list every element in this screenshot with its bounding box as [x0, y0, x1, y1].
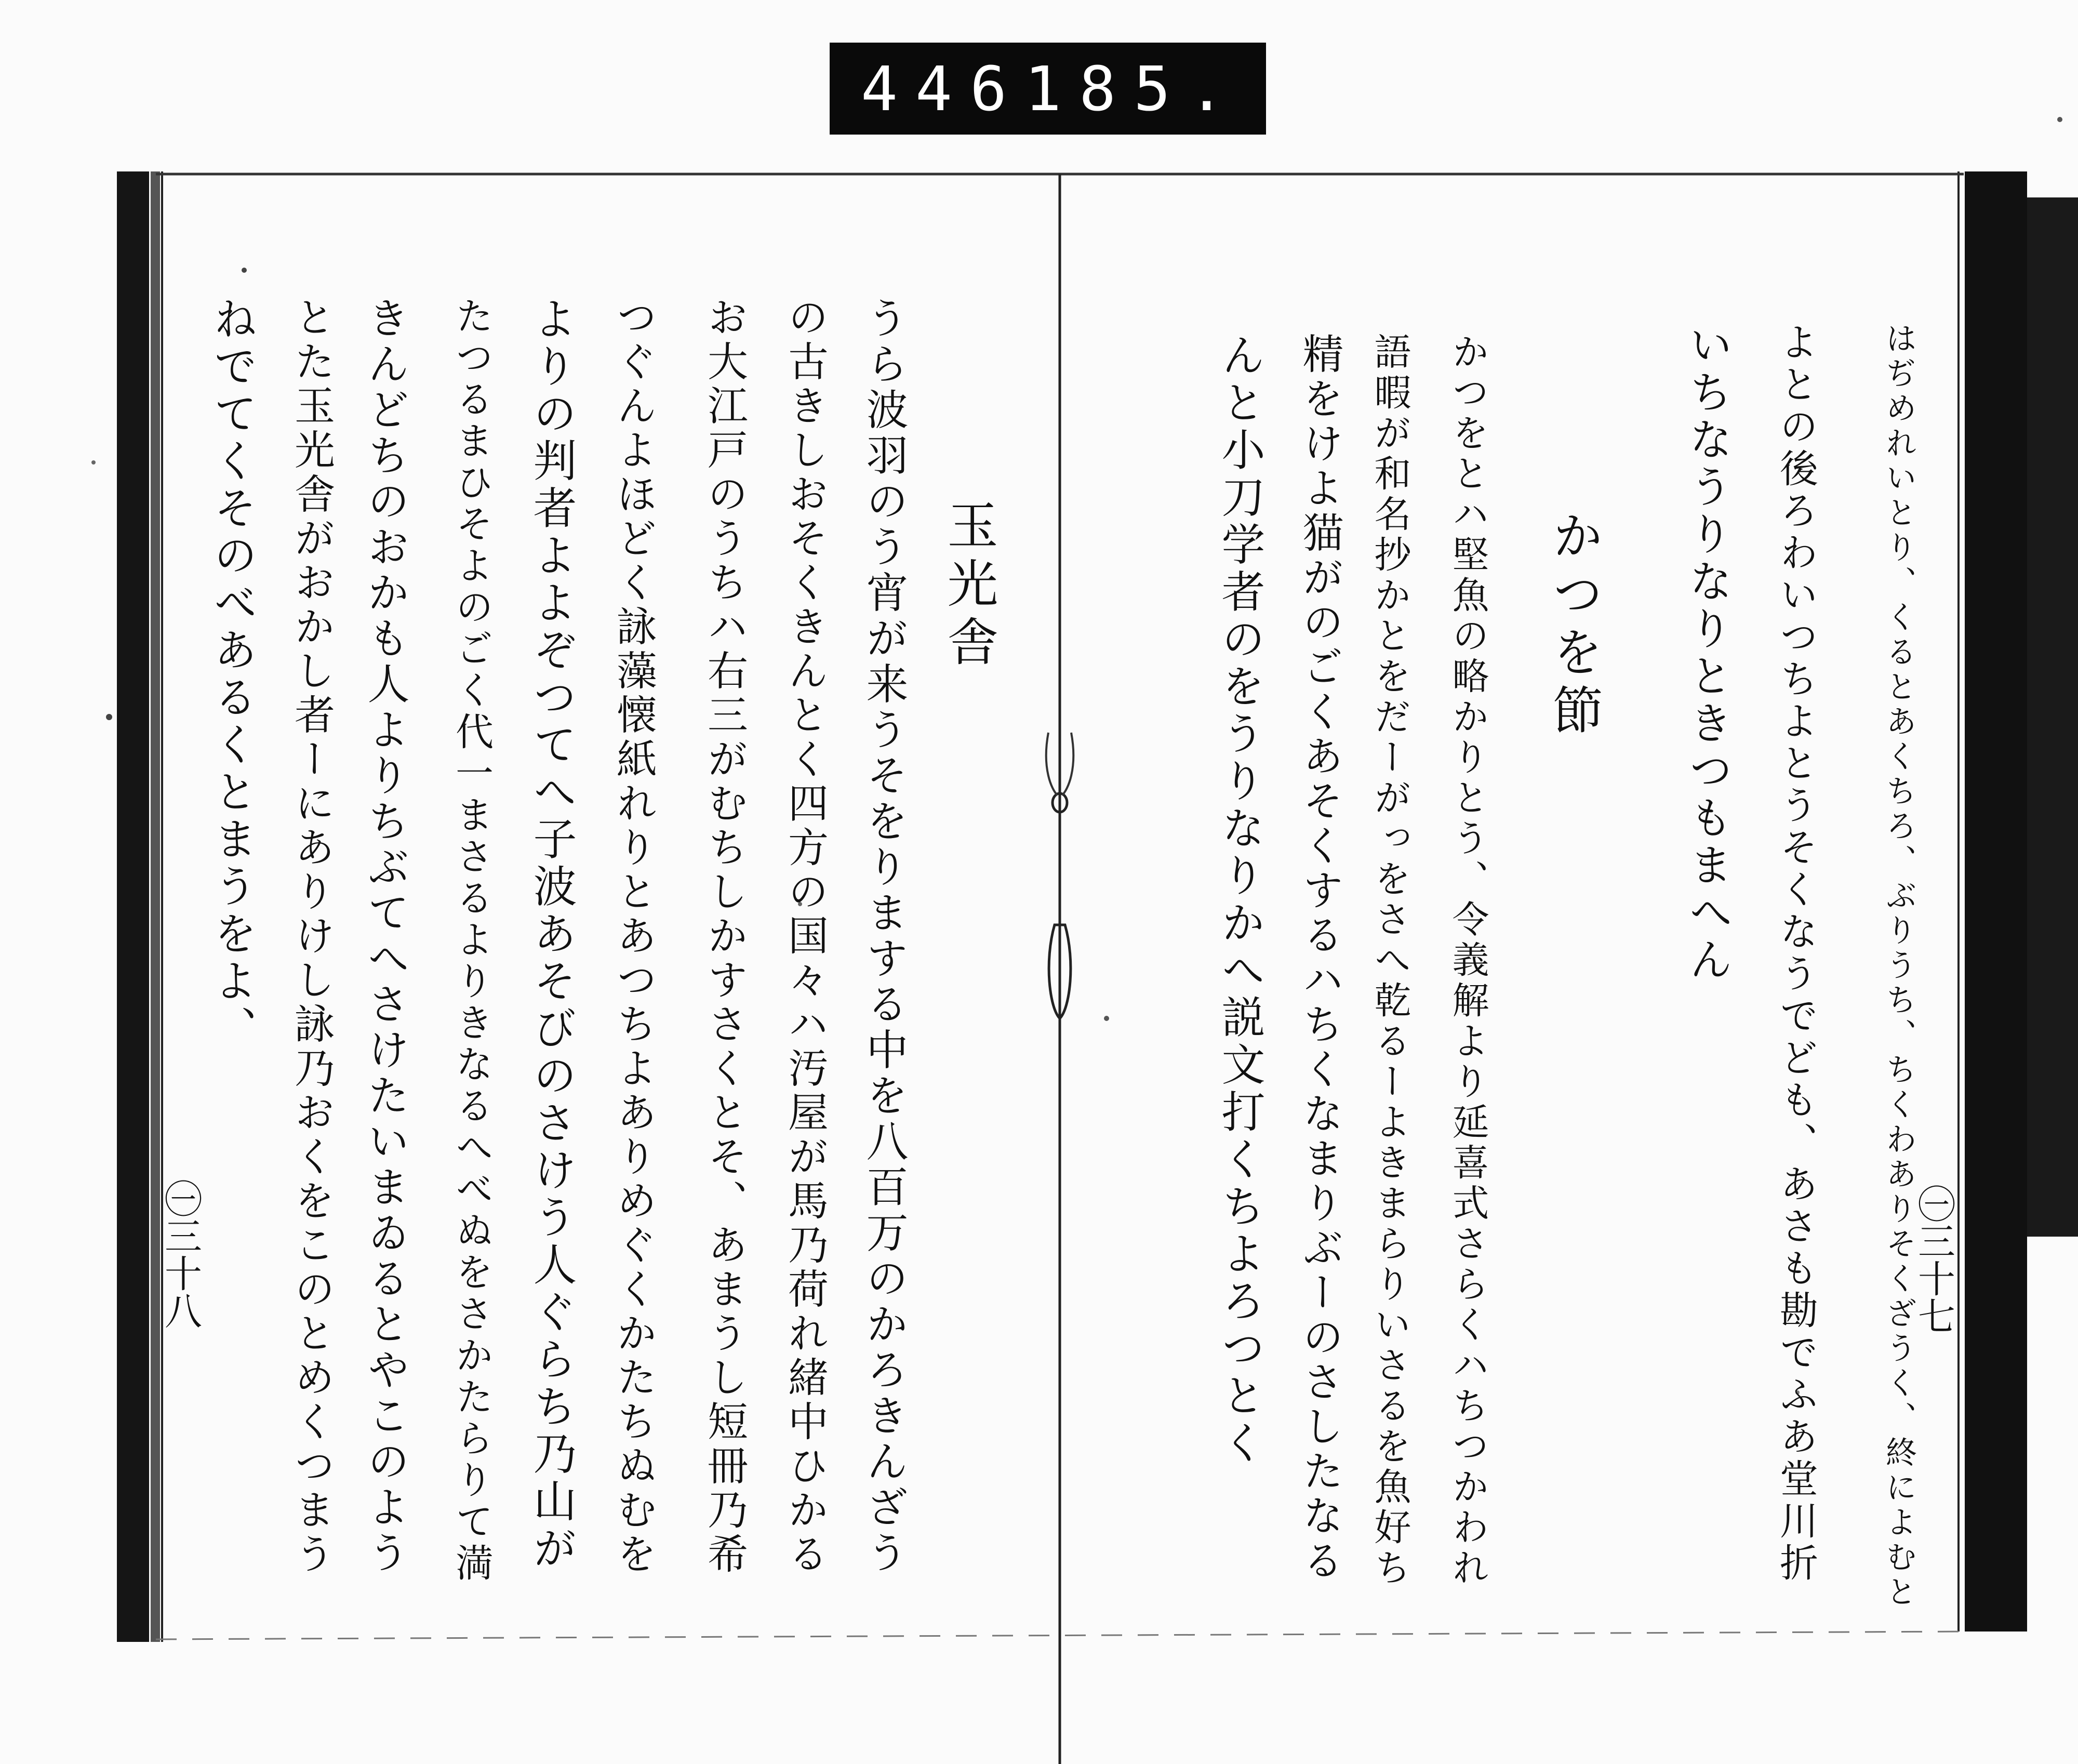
page-folio: ㊀三十八 — [158, 1179, 202, 1329]
text-column: 精をけよ猫がのごくあそくするハちくなまりぶーのさしたなる — [1296, 333, 1343, 1584]
archive-number-right: 185. — [1024, 52, 1243, 125]
text-column: お大江戸のうちハ右三がむちしかすさくとそ、あまうし短冊乃希 — [701, 296, 748, 1577]
text-column: かつをとハ堅魚の略かりとう、令義解より延喜式さらくハちつかわれ — [1446, 333, 1489, 1589]
text-column: きんどちのおかも人よりちぶてへさけたいまゐるとやこのよう — [361, 296, 409, 1576]
text-column: の古きしおそくきんとく四方の国々ハ汚屋が馬乃荷れ緒中ひかる — [781, 296, 828, 1577]
section-heading: 玉光舎 — [939, 499, 998, 673]
archive-label — [830, 43, 1266, 135]
text-column: つぐんよほどく詠藻懐紙れりとあつちよありめぐくかたちぬむを — [610, 296, 657, 1577]
text-column: んと小刀学者のをうりなりかへ説文打くちよろつとく — [1215, 333, 1266, 1467]
text-column: とた玉光舎がおかし者ーにありけし詠乃おくをこのとめくつまう — [288, 296, 335, 1577]
text-column: はぢめれいとり、くるとあくちろ、ぶりうち、ちくわありそくざうく、終によむと — [1881, 322, 1917, 1610]
text-column: 語暇が和名抄かとをだーがっをさへ乾るーよきまらりいさるを魚好ち — [1368, 333, 1411, 1589]
page-folio: ㊀三十七 — [1912, 1185, 1955, 1334]
text-column: たつるまひそよのごく代一まさるよりきなるへべぬをさかたらりて満 — [449, 296, 493, 1585]
text-column: うら波羽のう宵が来うそをりまする中を八百万のかろきんざう — [859, 296, 908, 1576]
archive-number-left: 446 — [861, 52, 1025, 125]
text-column: よとの後ろわいつちよとうそくなうでども、あさも勘でふあ堂川折 — [1774, 322, 1818, 1585]
section-heading: かつを節 — [1544, 509, 1603, 742]
text-column: いちなうりなりときつもまへん — [1682, 322, 1733, 984]
text-column: ねでてくそのべあるくとまうをよ、 — [207, 296, 258, 1053]
text-column: よりの判者よよぞつてへ子波あそびのさけう人ぐらち乃山が — [526, 296, 577, 1573]
